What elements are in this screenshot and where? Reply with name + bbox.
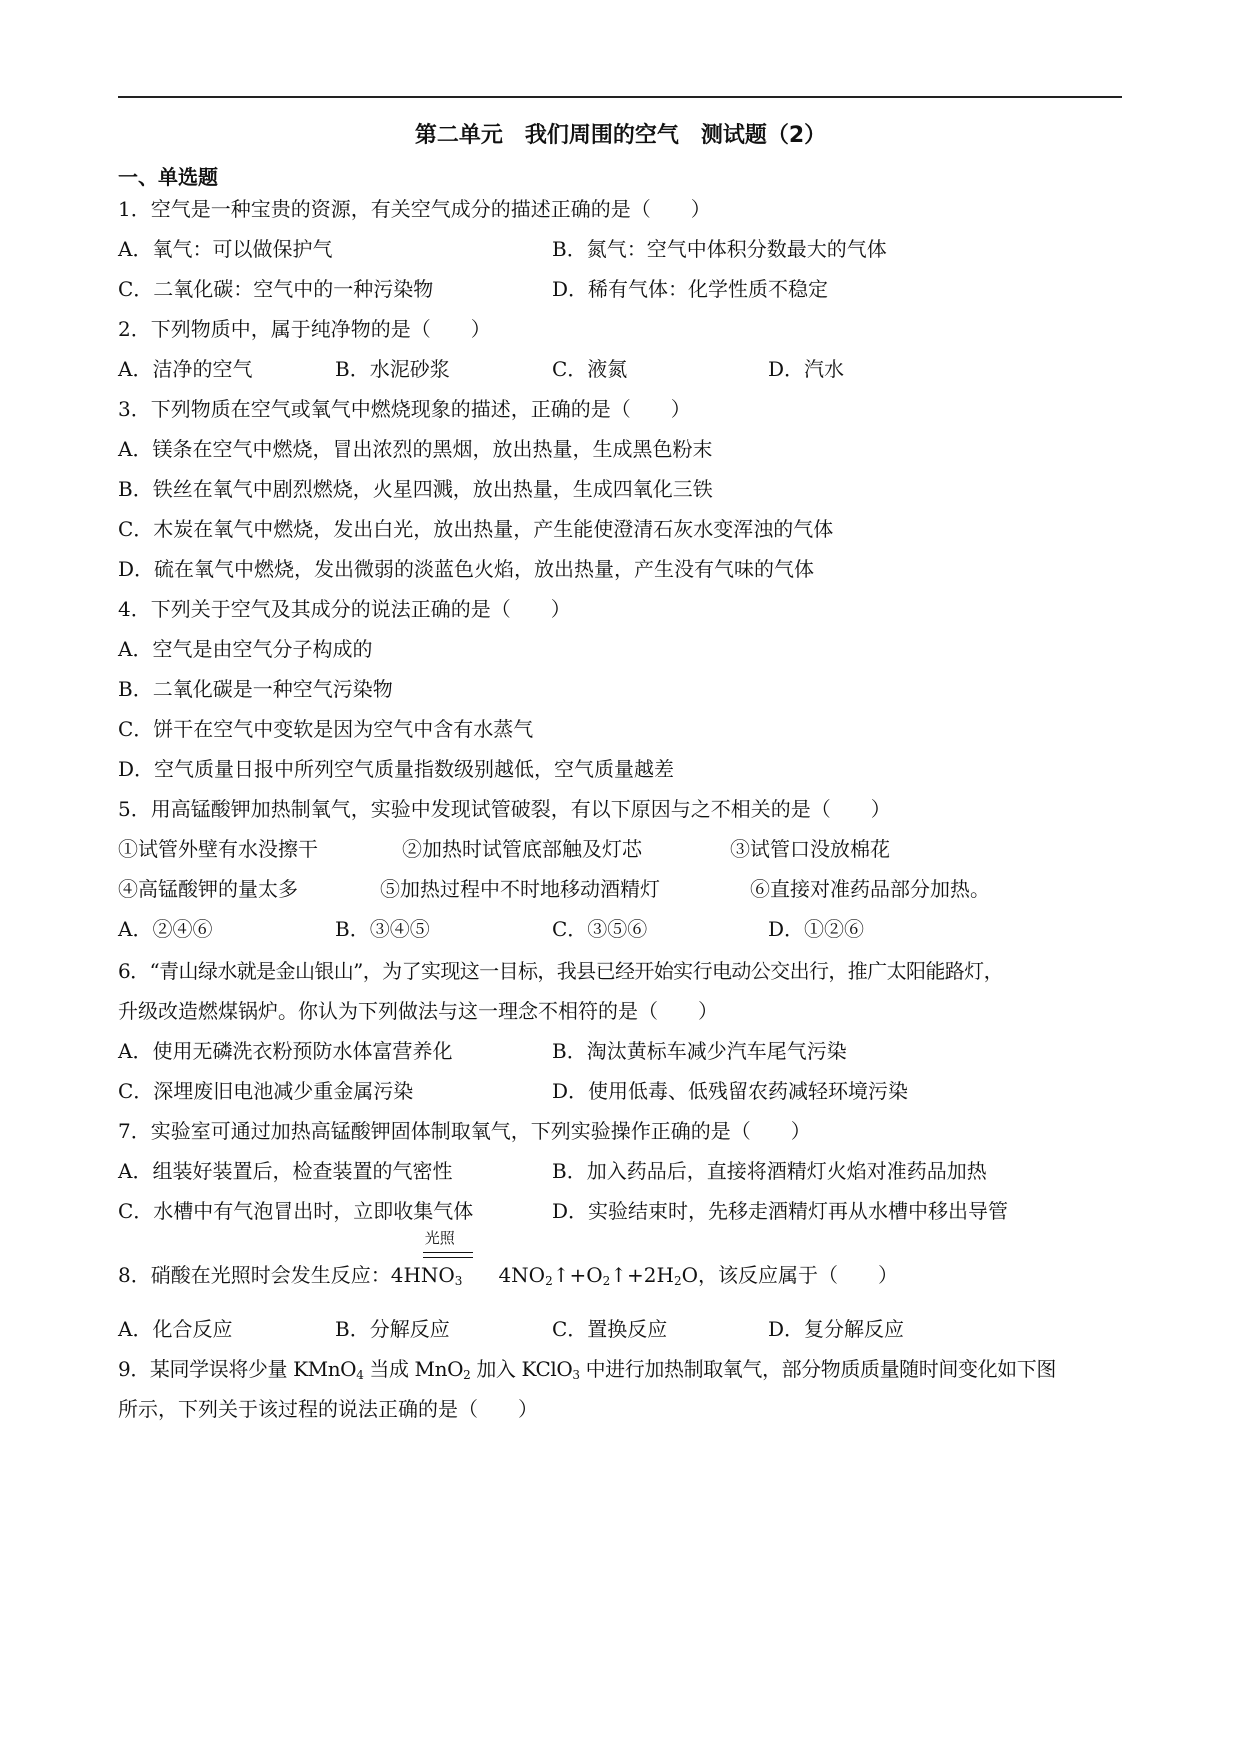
- reason-2: ②加热时试管底部触及灯芯: [402, 837, 642, 861]
- reason-4: ④高锰酸钾的量太多: [118, 877, 298, 901]
- question-1-options-row-2: [118, 272, 1122, 306]
- subscript: 3: [454, 1274, 463, 1288]
- option-a[interactable]: A．空气是由空气分子构成的: [118, 637, 373, 661]
- reason-1: ①试管外壁有水没擦干: [118, 837, 318, 861]
- question-6-options-row-1: [118, 1034, 1122, 1068]
- subscript: 2: [463, 1368, 471, 1382]
- question-6-options-row-2: [118, 1074, 1122, 1108]
- question-5-options: [118, 912, 1122, 946]
- option-b[interactable]: B．二氧化碳是一种空气污染物: [118, 677, 393, 701]
- option-a[interactable]: A．组装好装置后，检查装置的气密性: [118, 1159, 453, 1183]
- subscript: 4: [356, 1368, 364, 1382]
- equal-sign-icon: [423, 1252, 473, 1258]
- question-1-options-row-1: [118, 232, 1122, 266]
- reason-6: ⑥直接对准药品部分加热。: [750, 877, 990, 901]
- question-9-stem-line-2: 所示，下列关于该过程的说法正确的是（ ）: [118, 1397, 538, 1421]
- option-a[interactable]: A．洁净的空气: [118, 357, 253, 381]
- product-h2o: ↑+2H: [610, 1263, 674, 1287]
- question-8-stem-suffix: ，该反应属于（ ）: [698, 1263, 898, 1287]
- question-7-options-row-1: [118, 1154, 1122, 1188]
- option-c[interactable]: C．液氮: [552, 357, 628, 381]
- stem-text: 加入 KClO: [470, 1357, 573, 1381]
- page-title: 第二单元 我们周围的空气 测试题（2）: [414, 123, 827, 148]
- question-8-stem-prefix: 8．硝酸在光照时会发生反应：: [118, 1263, 391, 1287]
- option-d[interactable]: D．汽水: [768, 357, 845, 381]
- reactant: 4HNO: [390, 1263, 455, 1287]
- stem-text: 当成 MnO: [363, 1357, 464, 1381]
- reason-3: ③试管口没放棉花: [730, 837, 890, 861]
- product-h2o-o: O: [681, 1263, 698, 1287]
- question-9-stem-line-1: [118, 1352, 1056, 1386]
- header-rule: [118, 96, 1122, 98]
- option-b[interactable]: B．铁丝在氧气中剧烈燃烧，火星四溅，放出热量，生成四氧化三铁: [118, 477, 713, 501]
- question-7-options-row-2: [118, 1194, 1122, 1228]
- question-4-stem: 4．下列关于空气及其成分的说法正确的是（ ）: [118, 597, 571, 621]
- option-b[interactable]: B．分解反应: [335, 1317, 450, 1341]
- option-a[interactable]: A．化合反应: [118, 1317, 233, 1341]
- question-5-reasons-row-1: [118, 832, 1122, 866]
- option-c[interactable]: C．二氧化碳：空气中的一种污染物: [118, 277, 434, 301]
- option-d[interactable]: D．使用低毒、低残留农药减轻环境污染: [552, 1079, 909, 1103]
- subscript: 2: [545, 1274, 553, 1288]
- option-c[interactable]: C．③⑤⑥: [552, 917, 648, 941]
- stem-text: 中进行加热制取氧气，部分物质质量随时间变化如下图: [579, 1357, 1056, 1381]
- stem-text: 9．某同学误将少量 KMnO: [118, 1357, 357, 1381]
- option-a[interactable]: A．使用无磷洗衣粉预防水体富营养化: [118, 1039, 453, 1063]
- question-8-stem: [118, 1229, 898, 1292]
- question-6-stem-line-2: 升级改造燃煤锅炉。你认为下列做法与这一理念不相符的是（ ）: [118, 999, 718, 1023]
- question-5-reasons-row-2: [118, 872, 1122, 906]
- subscript: 3: [572, 1368, 580, 1382]
- question-5-stem: 5．用高锰酸钾加热制氧气，实验中发现试管破裂，有以下原因与之不相关的是（ ）: [118, 797, 891, 821]
- option-b[interactable]: B．氮气：空气中体积分数最大的气体: [552, 237, 887, 261]
- option-d[interactable]: D．①②⑥: [768, 917, 865, 941]
- option-d[interactable]: D．稀有气体：化学性质不稳定: [552, 277, 829, 301]
- question-2-options: [118, 352, 1122, 386]
- option-d[interactable]: D．硫在氧气中燃烧，发出微弱的淡蓝色火焰，放出热量，产生没有气味的气体: [118, 557, 815, 581]
- option-b[interactable]: B．加入药品后，直接将酒精灯火焰对准药品加热: [552, 1159, 987, 1183]
- question-2-stem: 2．下列物质中，属于纯净物的是（ ）: [118, 317, 491, 341]
- question-6-stem-line-1: 6．“青山绿水就是金山银山”，为了实现这一目标，我县已经开始实行电动公交出行，推广太阳能路灯，: [118, 959, 1003, 983]
- option-b[interactable]: B．③④⑤: [335, 917, 430, 941]
- reason-5: ⑤加热过程中不时地移动酒精灯: [380, 877, 660, 901]
- reaction-equation: [390, 1229, 698, 1292]
- option-c[interactable]: C．水槽中有气泡冒出时，立即收集气体: [118, 1199, 474, 1223]
- option-d[interactable]: D．实验结束时，先移走酒精灯再从水槽中移出导管: [552, 1199, 1009, 1223]
- option-c[interactable]: C．深埋废旧电池减少重金属污染: [118, 1079, 414, 1103]
- option-a[interactable]: A．②④⑥: [118, 917, 213, 941]
- subscript: 2: [673, 1274, 682, 1288]
- product-o2: ↑+O: [552, 1263, 603, 1287]
- reaction-condition: 光照: [424, 1229, 455, 1247]
- product-no2: 4NO: [498, 1263, 546, 1287]
- option-a[interactable]: A．镁条在空气中燃烧，冒出浓烈的黑烟，放出热量，生成黑色粉末: [118, 437, 713, 461]
- question-8-options: [118, 1312, 1122, 1346]
- option-d[interactable]: D．空气质量日报中所列空气质量指数级别越低，空气质量越差: [118, 757, 675, 781]
- option-d[interactable]: D．复分解反应: [768, 1317, 905, 1341]
- option-c[interactable]: C．木炭在氧气中燃烧，发出白光，放出热量，产生能使澄清石灰水变浑浊的气体: [118, 517, 834, 541]
- option-c[interactable]: C．饼干在空气中变软是因为空气中含有水蒸气: [118, 717, 534, 741]
- section-heading: 一、单选题: [118, 165, 218, 189]
- option-b[interactable]: B．水泥砂浆: [335, 357, 450, 381]
- question-1-stem: 1．空气是一种宝贵的资源，有关空气成分的描述正确的是（ ）: [118, 197, 711, 221]
- option-a[interactable]: A．氧气：可以做保护气: [118, 237, 333, 261]
- option-c[interactable]: C．置换反应: [552, 1317, 668, 1341]
- subscript: 2: [602, 1274, 611, 1288]
- question-7-stem: 7．实验室可通过加热高锰酸钾固体制取氧气，下列实验操作正确的是（ ）: [118, 1119, 811, 1143]
- question-3-stem: 3．下列物质在空气或氧气中燃烧现象的描述，正确的是（ ）: [118, 397, 691, 421]
- option-b[interactable]: B．淘汰黄标车减少汽车尾气污染: [552, 1039, 847, 1063]
